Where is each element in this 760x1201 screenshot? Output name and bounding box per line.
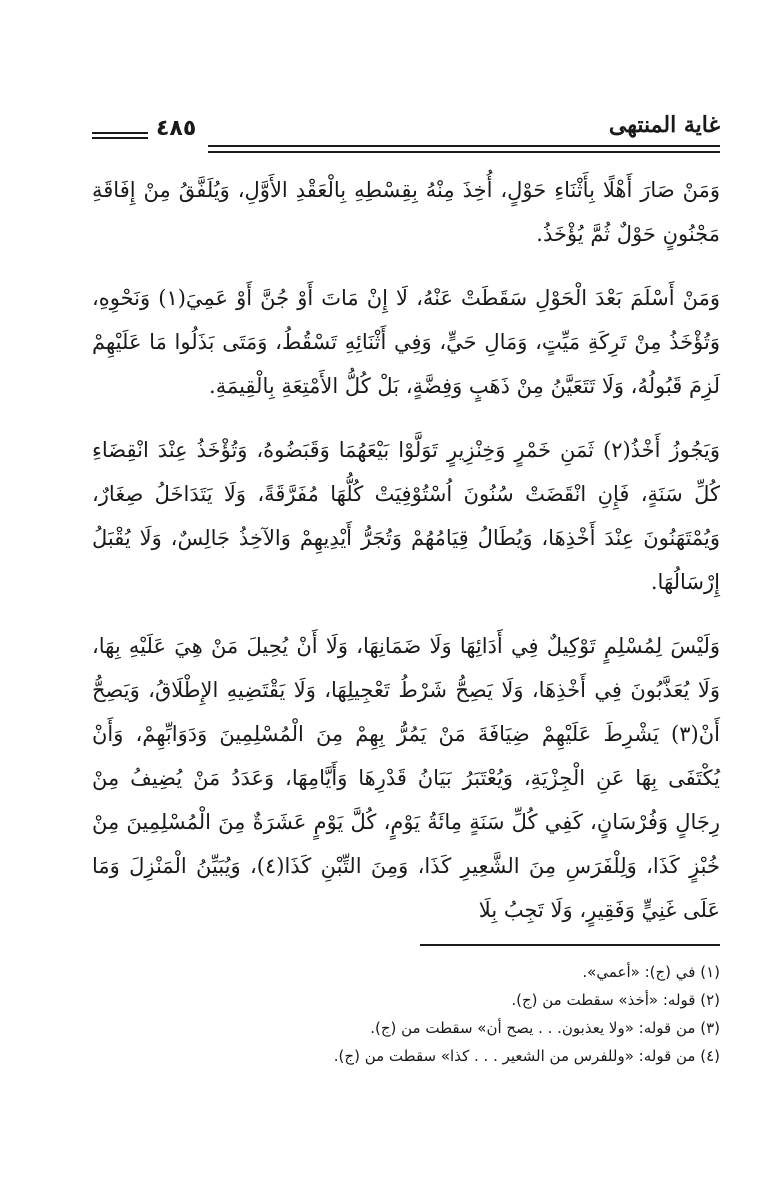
footnote: (٤) من قوله: «وللفرس من الشعير . . . كذا» سقطت من (ج).: [333, 1047, 720, 1065]
footnote: (١) في (ج): «أعمي».: [582, 963, 720, 981]
page-header: [92, 112, 720, 156]
main-text: [92, 168, 720, 932]
header-rule: [208, 151, 720, 153]
footnote: (٣) من قوله: «ولا يعذبون. . . يصح أن» سقطت من (ج).: [370, 1019, 720, 1037]
paragraph: وَيَجُوزُ أَخْذُ(٢) ثَمَنِ خَمْرٍ وَخِنْزِيرٍ تَوَلَّوْا بَيْعَهُمَا وَقَبَضُوهُ، وَتُؤْخَذُ عِنْدَ انْقِضَاءِ كُلِّ سَنَةٍ، فَإِنِ انْقَضَتْ سُنُونَ اُسْتُوْفِيَتْ كُلُّهَا مُفَرَّقَةً، وَلَا يَتَدَاخَلُ صِغَارٌ، وَيُمْتَهَنُونَ عِنْدَ أَخْذِهَا، وَيُطَالُ قِيَامُهُمْ وَتُجَرُّ أَيْدِيهِمْ وَالآخِذُ جَالِسٌ، وَلَا يُقْبَلُ إِرْسَالُهَا.: [92, 438, 720, 594]
header-rule: [92, 137, 148, 139]
footnotes: [92, 958, 720, 1070]
paragraph: وَمَنْ صَارَ أَهْلًا بِأَثْنَاءِ حَوْلٍ، أُخِذَ مِنْهُ بِقِسْطِهِ بِالْعَقْدِ الأَوَّلِ، وَيُلَفَّقُ مِنْ إِفَاقَةِ مَجْنُونٍ حَوْلٌ ثُمَّ يُؤْخَذُ.: [92, 178, 720, 246]
footnote-divider: [420, 944, 720, 946]
footnote: (٢) قوله: «أخذ» سقطت من (ج).: [511, 991, 720, 1009]
running-title: غاية المنتهى: [608, 112, 720, 138]
page-number: ٤٨٥: [156, 116, 197, 141]
paragraph: وَلَيْسَ لِمُسْلِمٍ تَوْكِيلٌ فِي أَدَائِهَا وَلَا ضَمَانِهَا، وَلَا أَنْ يُحِيلَ مَنْ هِيَ عَلَيْهِ بِهَا، وَلَا يُعَذَّبُونَ فِي أَخْذِهَا، وَلَا يَصِحُّ شَرْطُ تَعْجِيلِهَا، وَلَا يَقْتَضِيهِ الإِطْلَاقُ، وَيَصِحُّ أَنْ(٣) يَشْرِطَ عَلَيْهِمْ ضِيَافَةَ مَنْ يَمُرُّ بِهِمْ مِنَ الْمُسْلِمِينَ وَدَوَابِّهِمْ، وَأَنْ يُكْتَفَى بِهَا عَنِ الْجِزْيَةِ، وَيُعْتَبَرُ بَيَانُ قَدْرِهَا وَأَيَّامِهَا، وَعَدَدُ مَنْ يُضِيفُ مِنْ رِجَالٍ وَفُرْسَانٍ، كَفِي كُلِّ سَنَةٍ مِائَةُ يَوْمٍ، كُلَّ يَوْمٍ عَشَرَةٌ مِنَ الْمُسْلِمِينَ مِنْ خُبْزٍ كَذَا، وَلِلْفَرَسِ مِنَ الشَّعِيرِ كَذَا، وَمِنَ التِّبْنِ كَذَا(٤)، وَيُبَيِّنُ الْمَنْزِلَ وَمَا عَلَى غَنِيٍّ وَفَقِيرٍ، وَلَا تَجِبُ بِلَا: [92, 634, 720, 922]
paragraph: وَمَنْ أَسْلَمَ بَعْدَ الْحَوْلِ سَقَطَتْ عَنْهُ، لَا إِنْ مَاتَ أَوْ جُنَّ أَوْ عَمِيَ(١) وَنَحْوِهِ، وَتُؤْخَذُ مِنْ تَرِكَةِ مَيِّتٍ، وَمَالِ حَيٍّ، وَفِي أَثْنَائِهِ تَسْقُطُ، وَمَتَى بَذَلُوا مَا عَلَيْهِمْ لَزِمَ قَبُولُهُ، وَلَا تَتَعَيَّنُ مِنْ ذَهَبٍ وَفِضَّةٍ، بَلْ كُلُّ الأَمْتِعَةِ بِالْقِيمَةِ.: [92, 286, 720, 398]
header-rule: [208, 145, 720, 147]
header-rule: [92, 132, 148, 134]
